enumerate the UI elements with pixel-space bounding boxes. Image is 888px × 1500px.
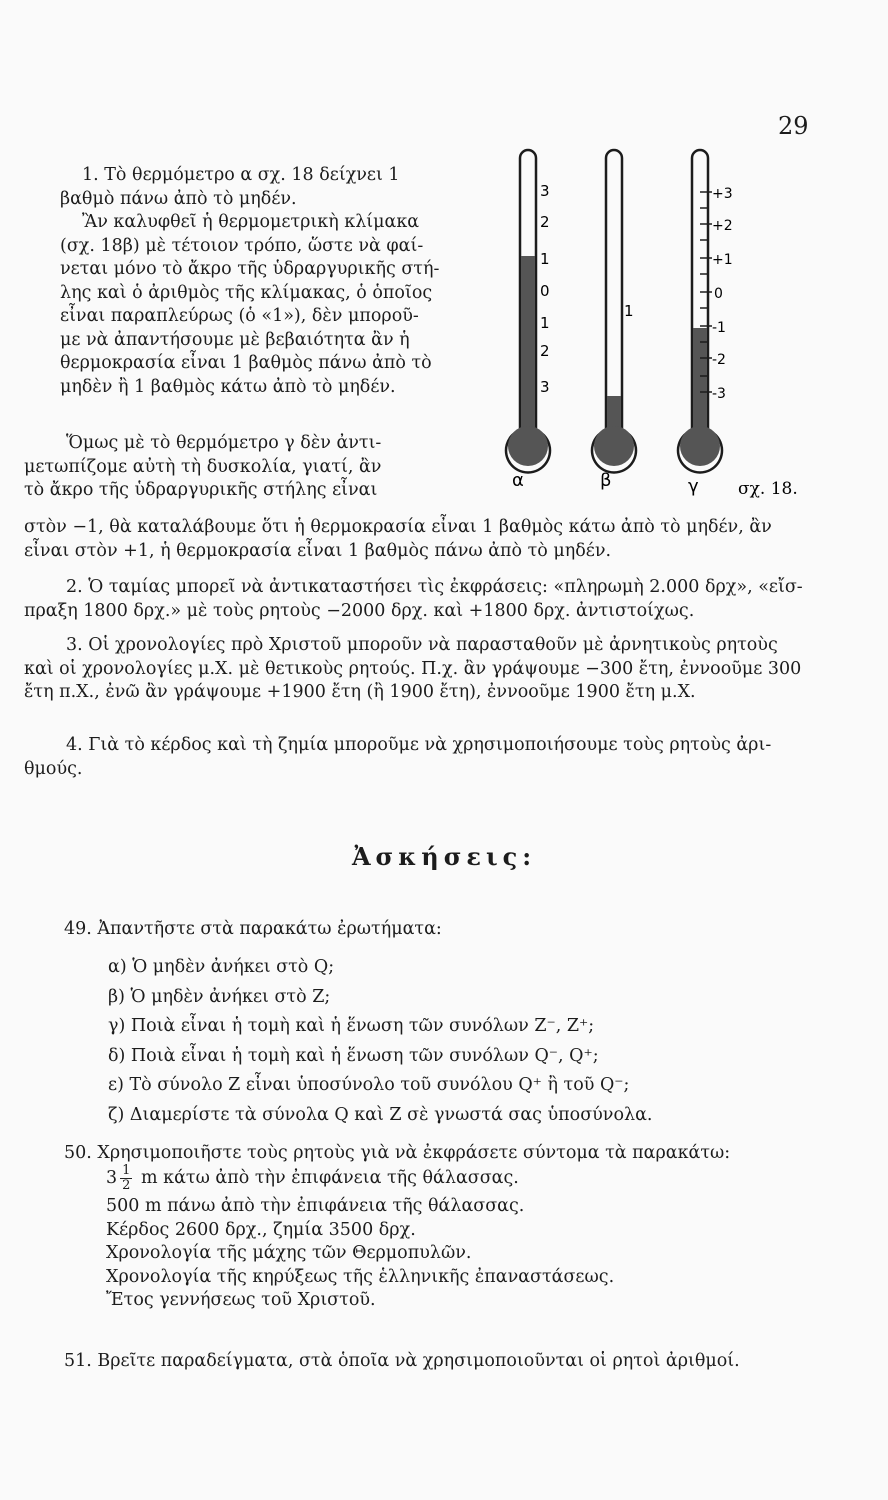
fraction-denominator: 2 [122,1178,131,1193]
exercise-49-items [108,956,652,1127]
fraction-numerator: 1 [122,1163,131,1178]
fraction [120,1164,132,1193]
thermometer-bulb [508,426,548,466]
scale-label: 1 [624,302,634,320]
thermometer-b [592,150,636,491]
thermometer-c [678,150,733,497]
intro-paragraph-1 [60,164,440,399]
exercise-51-title: 51. Βρεῖτε παραδείγματα, στὰ ὁποῖα νὰ χρησιμοποιοῦνται οἱ ρητοὶ ἀριθμοί. [64,1351,740,1371]
text-line: λης καὶ ὁ ἀριθμὸς τῆς κλίμακας, ὁ ὁποῖος [60,282,433,303]
list-item: 500 m πάνω ἀπὸ τὴν ἐπιφάνεια τῆς θάλασσας. [106,1196,525,1216]
text-line: εἶναι παραπλεύρως (ὁ «1»), δὲν μποροῦ- [60,306,419,326]
thermometers-figure [490,148,850,508]
text-line: Ὅμως μὲ τὸ θερμόμετρο γ δὲν ἀντι- [66,433,382,453]
scale-label: 0 [714,286,723,302]
thermometer-label: γ [688,476,699,497]
thermometer-label: α [512,470,524,491]
text-line: τὸ ἄκρο τῆς ὑδραργυρικῆς στήλης εἶναι [24,480,378,500]
text-line: καὶ οἱ χρονολογίες μ.Χ. μὲ θετικοὺς ρητούς. Π.χ. ἂν γράψουμε −300 ἔτη, ἐννοοῦμε 300 [24,658,802,679]
text-line: θμούς. [24,758,83,779]
scale-label: 1 [540,250,550,268]
text-line: νεται μόνο τὸ ἄκρο τῆς ὑδραργυρικῆς στή- [60,259,440,279]
point-2 [24,576,824,623]
text-line: 1. Τὸ θερμόμετρο α σχ. 18 δείχνει 1 [82,165,400,185]
list-item: γ) Ποιὰ εἶναι ἡ τομὴ καὶ ἡ ἕνωση τῶν συνόλων Z⁻, Z⁺; [108,1016,595,1036]
list-item-text: m κάτω ἀπὸ τὴν ἐπιφάνεια τῆς θάλασσας. [141,1168,519,1188]
list-item: ε) Τὸ σύνολο Z εἶναι ὑποσύνολο τοῦ συνόλου Q⁺ ἢ τοῦ Q⁻; [108,1075,630,1095]
fraction-whole: 3 [106,1168,118,1188]
list-item: Χρονολογία τῆς μάχης τῶν Θερμοπυλῶν. [106,1243,472,1263]
exercise-49-title: 49. Ἀπαντῆστε στὰ παρακάτω ἐρωτήματα: [64,919,442,939]
text-line: 4. Γιὰ τὸ κέρδος καὶ τὴ ζημία μποροῦμε νὰ χρησιμοποιήσουμε τοὺς ρητοὺς ἀρι- [66,735,772,755]
page-number: 29 [778,112,809,140]
list-item [106,1164,614,1193]
thermometer-bulb [594,426,634,466]
list-item: Χρονολογία τῆς κηρύξεως τῆς ἑλληνικῆς ἐπαναστάσεως. [106,1266,615,1287]
thermometer-label: β [600,470,612,491]
text-line: πραξη 1800 δρχ.» μὲ τοὺς ρητοὺς −2000 δρχ. καὶ +1800 δρχ. ἀντιστοίχως. [24,600,695,621]
text-line: Ἂν καλυφθεῖ ἡ θερμομετρικὴ κλίμακα [82,212,420,232]
list-item: β) Ὁ μηδὲν ἀνήκει στὸ Z; [108,986,331,1007]
text-line: στὸν −1, θὰ καταλάβουμε ὅτι ἡ θερμοκρασία εἶναι 1 βαθμὸς κάτω ἀπὸ τὸ μηδέν, ἂν [24,517,772,537]
scale-label: 2 [540,342,550,360]
scale-label: +2 [712,218,733,234]
text-line: βαθμὸ πάνω ἀπὸ τὸ μηδέν. [60,188,297,209]
text-line: εἶναι στὸν +1, ἡ θερμοκρασία εἶναι 1 βαθμὸς πάνω ἀπὸ τὸ μηδέν. [24,540,612,561]
scale-label: -2 [712,352,726,368]
exercises-heading: Ἀσκήσεις: [351,842,537,871]
scale-label: 3 [540,182,550,200]
scale-label: 2 [540,213,550,231]
intro-paragraph-2-start [24,432,424,503]
text-line: μηδὲν ἢ 1 βαθμὸς κάτω ἀπὸ τὸ μηδέν. [60,376,396,397]
text-line: (σχ. 18β) μὲ τέτοιον τρόπο, ὥστε νὰ φαί- [60,235,424,256]
scale-label: 0 [540,282,550,300]
list-item: Κέρδος 2600 δρχ., ζημία 3500 δρχ. [106,1219,416,1240]
point-3 [24,634,824,705]
point-4 [24,734,824,781]
text-line: με νὰ ἀπαντήσουμε μὲ βεβαιότητα ἂν ἡ [60,329,410,350]
thermometer-bulb [680,426,720,466]
text-line: μετωπίζομε αὐτὴ τὴ δυσκολία, γιατί, ἂν [24,456,382,477]
thermometer-a [506,150,550,491]
intro-paragraph-2-end [24,516,824,563]
list-item: ζ) Διαμερίστε τὰ σύνολα Q καὶ Z σὲ γνωστά σας ὑποσύνολα. [108,1104,653,1125]
text-line: θερμοκρασία εἶναι 1 βαθμὸς πάνω ἀπὸ τὸ [60,353,432,373]
text-line: ἔτη π.Χ., ἐνῶ ἂν γράψουμε +1900 ἔτη (ἢ 1900 ἔτη), ἐννοοῦμε 1900 ἔτη μ.Χ. [24,682,696,702]
scale-label: -3 [712,386,726,402]
list-item: δ) Ποιὰ εἶναι ἡ τομὴ καὶ ἡ ἕνωση τῶν συνόλων Q⁻, Q⁺; [108,1045,599,1066]
list-item: α) Ὁ μηδὲν ἀνήκει στὸ Q; [108,957,335,977]
mercury-column [693,328,707,434]
exercise-50-items [106,1164,614,1313]
scale-label: +1 [712,252,733,268]
figure-caption: σχ. 18. [738,479,798,499]
scale-label: 1 [540,314,550,332]
text-line: 2. Ὁ ταμίας μπορεῖ νὰ ἀντικαταστήσει τὶς ἐκφράσεις: «πληρωμὴ 2.000 δρχ», «εἴσ- [66,577,803,597]
mercury-column [521,256,535,434]
list-item: Ἔτος γεννήσεως τοῦ Χριστοῦ. [106,1290,376,1310]
scale-label: +3 [712,186,733,202]
text-line: 3. Οἱ χρονολογίες πρὸ Χριστοῦ μποροῦν νὰ παρασταθοῦν μὲ ἀρνητικοὺς ρητοὺς [66,635,778,655]
scale-label: 3 [540,378,550,396]
exercise-50-title: 50. Χρησιμοποιῆστε τοὺς ρητοὺς γιὰ νὰ ἐκφράσετε σύντομα τὰ παρακάτω: [64,1143,731,1163]
scale-label: -1 [712,320,726,336]
